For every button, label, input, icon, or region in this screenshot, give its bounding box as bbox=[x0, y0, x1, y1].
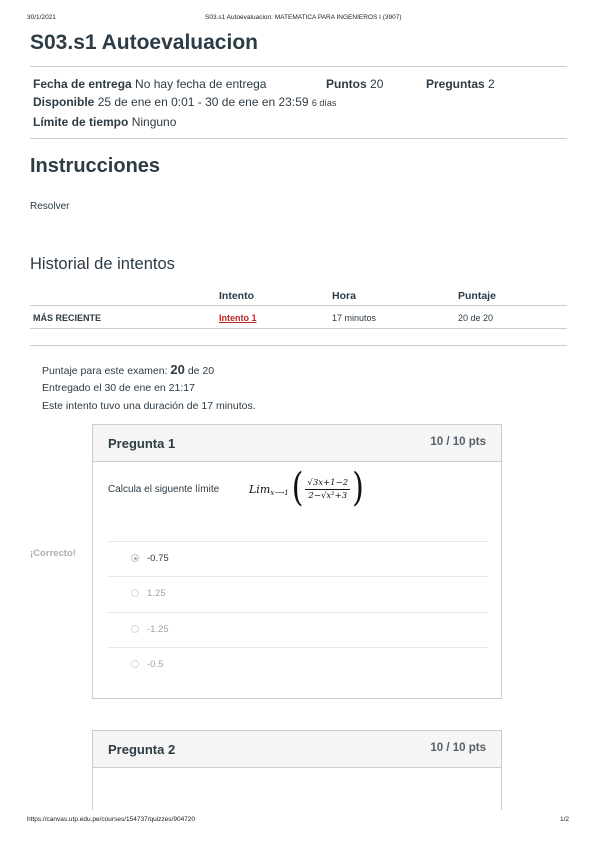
divider bbox=[30, 345, 567, 346]
answer-label: -0.5 bbox=[147, 659, 164, 670]
history-row-score: 20 de 20 bbox=[458, 313, 494, 323]
limit-subscript: x⟶1 bbox=[270, 489, 289, 497]
due-label: Fecha de entrega bbox=[33, 77, 132, 91]
score-summary bbox=[42, 362, 214, 377]
answer-option-2[interactable] bbox=[108, 576, 488, 612]
answer-label: -0.75 bbox=[147, 553, 169, 564]
due-date-meta bbox=[33, 77, 266, 91]
due-value: No hay fecha de entrega bbox=[135, 77, 267, 91]
fraction bbox=[305, 478, 350, 501]
divider bbox=[30, 138, 567, 139]
question-title: Pregunta 1 bbox=[108, 436, 176, 451]
question-card-2 bbox=[92, 730, 502, 810]
question-points: 10 / 10 pts bbox=[430, 742, 486, 754]
right-paren: ) bbox=[352, 465, 364, 512]
answer-option-3[interactable] bbox=[108, 612, 488, 648]
divider bbox=[30, 328, 567, 329]
answer-label: -1.25 bbox=[147, 624, 169, 635]
availability-meta bbox=[33, 95, 336, 109]
limit-operator: Lim bbox=[249, 482, 271, 496]
question-header bbox=[93, 731, 501, 768]
score-prefix: Puntaje para este examen: bbox=[42, 365, 168, 377]
history-col-score: Puntaje bbox=[458, 290, 496, 302]
submitted-text: Entregado el 30 de ene en 21:17 bbox=[42, 382, 195, 394]
history-row-label: MÁS RECIENTE bbox=[33, 313, 102, 323]
answer-label: 1.25 bbox=[147, 588, 166, 599]
divider bbox=[30, 305, 567, 306]
attempt-link[interactable]: Intento 1 bbox=[219, 313, 257, 323]
question-card-1 bbox=[92, 424, 502, 699]
points-meta bbox=[326, 77, 383, 91]
time-limit-label: Límite de tiempo bbox=[33, 115, 129, 129]
radio-icon[interactable] bbox=[131, 589, 139, 597]
print-doc-title: S03.s1 Autoevaluacion: MATEMATICA PARA INGENIEROS I (3907) bbox=[205, 14, 402, 21]
left-paren: ( bbox=[291, 465, 304, 512]
divider bbox=[30, 66, 567, 67]
fraction-denominator: 2−√x²+3 bbox=[308, 490, 348, 501]
available-label: Disponible bbox=[33, 95, 95, 109]
print-url: https://canvas.utp.edu.pe/courses/154737/quizzes/904720 bbox=[27, 816, 196, 823]
history-col-time: Hora bbox=[332, 290, 356, 302]
history-row-time: 17 minutos bbox=[332, 313, 377, 323]
points-value: 20 bbox=[370, 77, 384, 91]
fraction-numerator: √3x+1−2 bbox=[307, 477, 349, 488]
questions-label: Preguntas bbox=[426, 77, 485, 91]
question-points: 10 / 10 pts bbox=[430, 436, 486, 448]
score-suffix: de 20 bbox=[187, 365, 215, 377]
questions-value: 2 bbox=[488, 77, 495, 91]
radio-icon[interactable] bbox=[131, 660, 139, 668]
duration-text: Este intento tuvo una duración de 17 minutos. bbox=[42, 400, 256, 412]
questions-meta bbox=[426, 77, 495, 91]
available-days: 6 días bbox=[311, 98, 337, 108]
question-title: Pregunta 2 bbox=[108, 742, 176, 757]
history-col-attempt: Intento bbox=[219, 290, 254, 302]
available-value: 25 de ene en 0:01 - 30 de ene en 23:59 bbox=[97, 95, 309, 109]
score-value: 20 bbox=[170, 362, 185, 377]
answer-option-4[interactable] bbox=[108, 647, 488, 683]
instructions-text: Resolver bbox=[30, 201, 70, 212]
history-title: Historial de intentos bbox=[30, 255, 175, 273]
time-limit-value: Ninguno bbox=[131, 115, 177, 129]
time-limit-meta bbox=[33, 115, 176, 129]
question-text: Calcula el siguente límite bbox=[108, 484, 220, 495]
quiz-title: S03.s1 Autoevaluacion bbox=[30, 31, 258, 54]
radio-selected-icon[interactable] bbox=[131, 554, 139, 562]
correct-flag: ¡Correcto! bbox=[30, 548, 76, 559]
limit-expression bbox=[249, 465, 364, 512]
print-page-number: 1/2 bbox=[560, 816, 570, 823]
answer-option-1[interactable] bbox=[108, 541, 488, 577]
question-header bbox=[93, 425, 501, 462]
print-date: 30/1/2021 bbox=[27, 14, 56, 21]
radio-icon[interactable] bbox=[131, 625, 139, 633]
points-label: Puntos bbox=[326, 77, 367, 91]
instructions-title: Instrucciones bbox=[30, 155, 161, 177]
